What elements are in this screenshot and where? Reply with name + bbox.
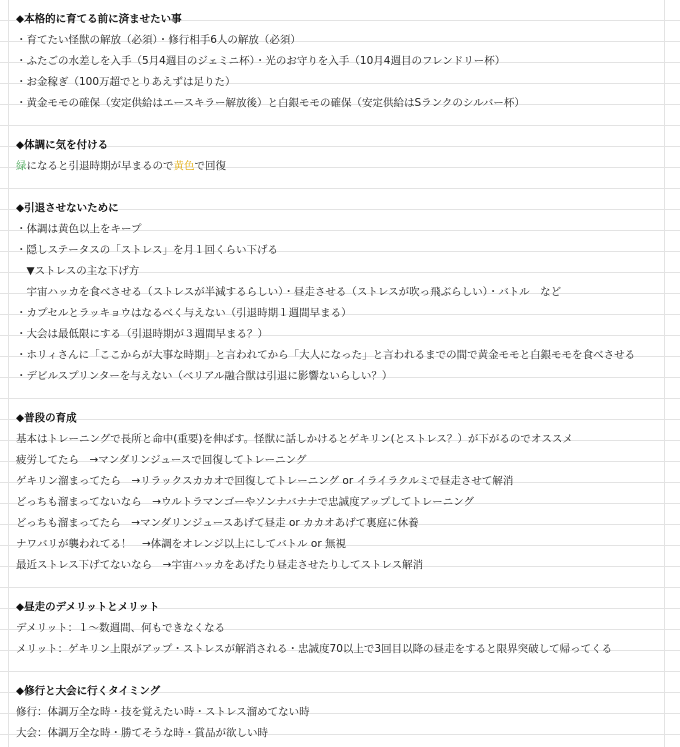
list-item[interactable]: 修行：体調万全な時・技を覚えたい時・ストレス溜めてない時 [16,706,310,718]
yellow-word: 黄色 [173,160,195,172]
list-item[interactable]: ・大会は最低限にする（引退時期が３週間早まる？） [16,328,268,340]
list-item[interactable]: ・隠しステータスの「ストレス」を月１回くらい下げる [16,244,278,256]
list-item[interactable]: 大会：体調万全な時・勝てそうな時・賞品が欲しい時 [16,727,268,739]
section-heading-training[interactable]: ◆普段の育成 [16,412,77,424]
condition-end-text: で回復 [194,160,226,172]
list-item[interactable]: 最近ストレス下げてないなら →宇宙ハッカをあげたり昼走させたりしてストレス解消 [16,559,424,571]
condition-middle-text: になると引退時期が早まるので [26,160,174,172]
list-item[interactable]: ・デビルスプリンターを与えない（ベリアル融合獣は引退に影響ないらしい？） [16,370,393,382]
section-heading-condition[interactable]: ◆体調に気を付ける [16,139,109,151]
list-item[interactable]: ▼ストレスの主な下げ方 [16,265,140,277]
list-item[interactable]: メリット：ゲキリン上限がアップ・ストレスが解消される・忠誠度70以上で3回目以降の昼走をすると限界突破して帰ってくる [16,643,613,655]
green-word: 緑 [16,160,27,172]
condition-note[interactable] [16,156,226,177]
section-heading-retire[interactable]: ◆引退させないために [16,202,119,214]
list-item[interactable]: ・カプセルとラッキョウはなるべく与えない（引退時期１週間早まる） [16,307,352,319]
list-item[interactable]: 宇宙ハッカを食べさせる（ストレスが半減するらしい）・昼走させる（ストレスが吹っ飛ぶらしい）・バトル など [16,286,562,298]
list-item[interactable]: 疲労してたら →マンダリンジュースで回復してトレーニング [16,454,307,466]
list-item[interactable]: ・体調は黄色以上をキープ [16,223,142,235]
list-item[interactable]: ナワバリが襲われてる！ →体調をオレンジ以上にしてバトル or 無視 [16,538,346,550]
list-item[interactable]: ・ホリィさんに「ここからが大事な時期」と言われてから「大人になった」と言われるまでの間で黄金モモと白銀モモを食べさせる [16,349,636,361]
column-divider [664,0,665,747]
section-heading-prep[interactable]: ◆本格的に育てる前に済ませたい事 [16,13,182,25]
list-item[interactable]: ・お金稼ぎ（100万超でとりあえずは足りた） [16,76,236,88]
list-item[interactable]: どっちも溜まってないなら →ウルトラマンゴーやソンナバナナで忠誠度アップしてトレーニング [16,496,474,508]
list-item[interactable]: デメリット：１～数週間、何もできなくなる [16,622,226,634]
list-item[interactable]: ・ふたごの水差しを入手（5月4週目のジェミニ杯）・光のお守りを入手（10月4週目のフレンドリー杯） [16,55,506,67]
section-heading-runaway[interactable]: ◆昼走のデメリットとメリット [16,601,160,613]
list-item[interactable]: 基本はトレーニングで長所と命中(重要)を伸ばす。怪獣に話しかけるとゲキリン(とストレス？）が下がるのでオススメ [16,433,573,445]
column-divider [8,0,9,747]
list-item[interactable]: ゲキリン溜まってたら →リラックスカカオで回復してトレーニング or イライラクルミで昼走させて解消 [16,475,514,487]
list-item[interactable]: ・育てたい怪獣の解放（必須）・修行相手6人の解放（必須） [16,34,301,46]
section-heading-timing[interactable]: ◆修行と大会に行くタイミング [16,685,161,697]
list-item[interactable]: ・黄金モモの確保（安定供給はエースキラー解放後）と白銀モモの確保（安定供給はSランクのシルバー杯） [16,97,525,109]
list-item[interactable]: どっちも溜まってたら →マンダリンジュースあげて昼走 or カカオあげて裏庭に休養 [16,517,419,529]
